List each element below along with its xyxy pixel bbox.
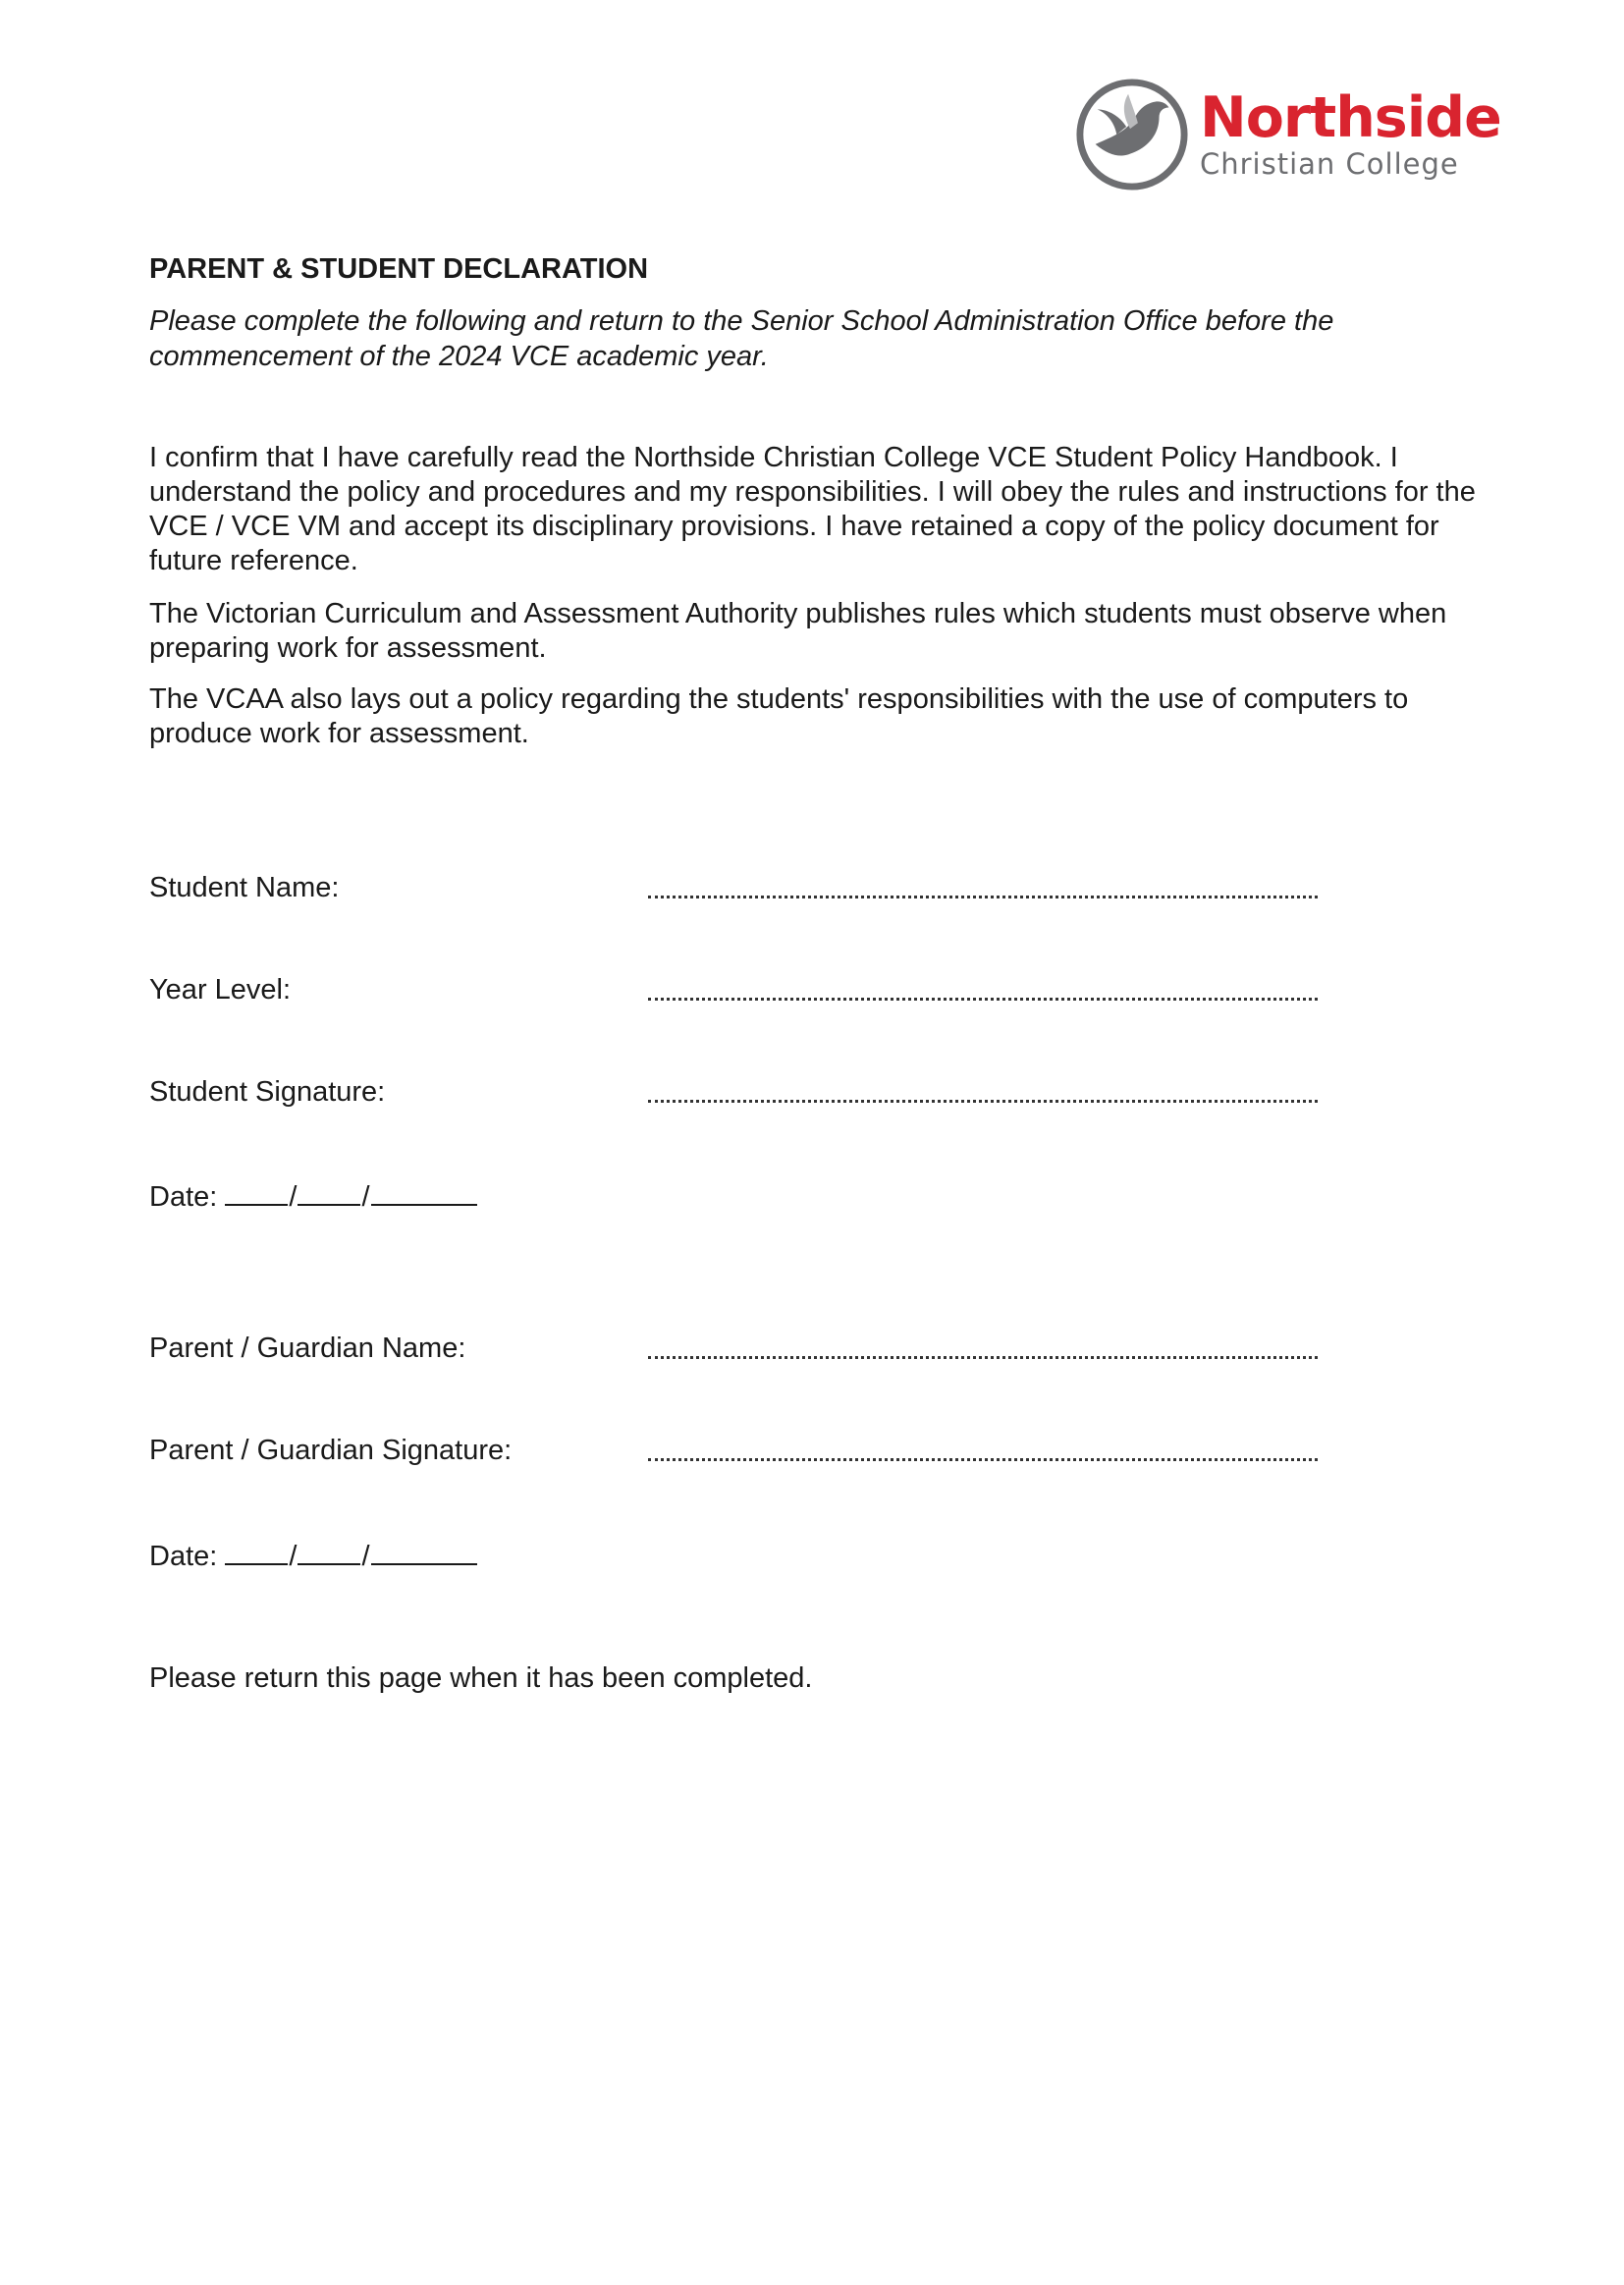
vcaa-computer-policy-paragraph: The VCAA also lays out a policy regarding the students' responsibilities with the use of computers to produce work for assessment. [149, 683, 1409, 749]
return-instruction: Please return this page when it has been completed. [149, 1662, 813, 1694]
date-separator: / [361, 1181, 370, 1213]
student-date-line [149, 1178, 477, 1214]
college-logo [1074, 71, 1501, 198]
student-date-day-field[interactable] [225, 1178, 288, 1206]
dove-in-circle-icon [1074, 77, 1190, 192]
student-date-year-field[interactable] [371, 1178, 477, 1206]
parent-date-year-field[interactable] [371, 1538, 477, 1565]
year-level-field[interactable] [648, 994, 1318, 1001]
logo-name: Northside [1200, 85, 1501, 150]
student-date-month-field[interactable] [298, 1178, 360, 1206]
parent-signature-label: Parent / Guardian Signature: [149, 1435, 513, 1466]
date-separator: / [361, 1541, 370, 1572]
student-signature-label: Student Signature: [149, 1076, 386, 1108]
parent-name-label: Parent / Guardian Name: [149, 1333, 466, 1364]
confirmation-paragraph: I confirm that I have carefully read the Northside Christian College VCE Student Policy Handbook. I understand the policy and procedures and my responsibilities. I will obey the rules and instructions for the VCE / VCE VM and accept its disciplinary provisions. I have retained a copy of the policy document for future reference. [149, 442, 1476, 576]
parent-date-label: Date: [149, 1541, 218, 1572]
parent-date-line [149, 1538, 477, 1573]
parent-name-field[interactable] [648, 1352, 1318, 1359]
date-separator: / [289, 1541, 298, 1572]
instructions-text: Please complete the following and return to the Senior School Administration Office before the commencement of the 2024 VCE academic year. [149, 305, 1334, 372]
parent-signature-field[interactable] [648, 1454, 1318, 1461]
logo-wordmark [1200, 85, 1501, 181]
parent-date-month-field[interactable] [298, 1538, 360, 1565]
logo-subtitle: Christian College [1200, 147, 1459, 181]
year-level-label: Year Level: [149, 974, 292, 1006]
student-signature-field[interactable] [648, 1096, 1318, 1103]
date-separator: / [289, 1181, 298, 1213]
vcaa-rules-paragraph: The Victorian Curriculum and Assessment Authority publishes rules which students must observe when preparing work for assessment. [149, 598, 1447, 664]
student-name-label: Student Name: [149, 872, 340, 903]
student-name-field[interactable] [648, 892, 1318, 898]
student-date-label: Date: [149, 1181, 218, 1213]
page-title: PARENT & STUDENT DECLARATION [149, 253, 649, 285]
parent-date-day-field[interactable] [225, 1538, 288, 1565]
